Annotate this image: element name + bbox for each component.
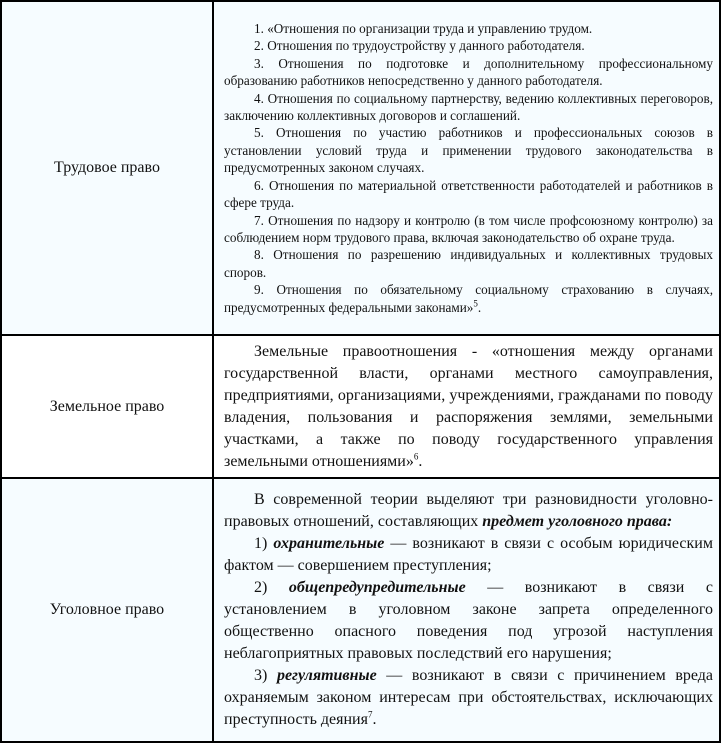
list-item: 3. Отношения по подготовке и дополнительному профессиональному образованию работников непосредственно у данного работодателя. <box>224 55 713 89</box>
punctuation: . <box>372 711 377 728</box>
footnote-marker: 6 <box>413 451 419 462</box>
list-item: 5. Отношения по участию работников и профессиональных союзов в установлении условий труда и применении трудового законодательства в предусмотренных законом случаях. <box>224 125 713 176</box>
item-description: — возникают в связи с установлением в уголовном законе запрета определенного общественно опасного поведения под угрозой наступления неблагоприятных правовых последствий его нарушения; <box>224 579 713 662</box>
definition-body: Земельные правоотношения - «отношения между органами государственной власти, органами местного самоуправления, предприятиями, организациями, учреждениями, гражданами по поводу владения, пользования и распоряжения землями, земельными участками, а также по поводу государственного управления земельными отношениями» <box>224 342 713 470</box>
list-item: 1. «Отношения по организации труда и управлению трудом. <box>254 21 593 37</box>
land-relations-definition <box>213 335 720 478</box>
list-item <box>224 533 713 577</box>
footnote-marker: 7 <box>367 709 373 720</box>
item-description: — возникают в связи с особым юридическим фактом — совершением преступления; <box>224 535 713 574</box>
item-term: охранительные <box>273 535 385 552</box>
item-description: — возникают в связи с причинением вреда охраняемым законом интересам при обстоятельствах, исключающих преступность деяния <box>224 667 714 728</box>
list-item: 8. Отношения по разрешению индивидуальных и коллективных трудовых споров. <box>224 247 713 280</box>
branch-name: Уголовное право <box>1 478 213 742</box>
list-item: 4. Отношения по социальному партнерству, ведению коллективных переговоров, заключению коллективных договоров и соглашений. <box>224 90 713 124</box>
branch-name: Трудовое право <box>1 1 213 335</box>
item-number: 1) <box>254 535 274 552</box>
item-number: 2) <box>254 579 289 596</box>
item-number: 3) <box>254 667 277 684</box>
punctuation: . <box>418 452 423 470</box>
intro-text: В современной теории выделяют три разновидности уголовно-правовых отношений, составляющих <box>224 491 713 530</box>
intro-paragraph <box>224 489 713 533</box>
definition-text <box>224 341 713 473</box>
list-item-text: 9. Отношения по обязательному социальному страхованию в случаях, предусмотренных федеральными законами» <box>224 282 713 315</box>
list-item: 6. Отношения по материальной ответственности работодателей и работников в сфере труда. <box>224 177 713 211</box>
branch-name: Земельное право <box>1 335 213 478</box>
table-row-criminal-law <box>1 478 720 742</box>
labor-relations-list <box>213 1 720 335</box>
table-row-labor-law <box>1 1 720 335</box>
list-item <box>224 665 713 731</box>
criminal-relations-description <box>213 478 720 742</box>
punctuation: . <box>477 299 482 315</box>
list-item: 7. Отношения по надзору и контролю (в том числе профсоюзному контролю) за соблюдением норм трудового права, включая законодательство об охране труда. <box>224 212 713 245</box>
list-item: 2. Отношения по трудоустройству у данного работодателя. <box>254 38 585 54</box>
item-term: общепредупредительные <box>288 579 466 596</box>
item-term: регулятивные <box>276 667 377 684</box>
footnote-marker: 5 <box>473 298 478 309</box>
intro-emphasis: предмет уголовного права: <box>482 513 673 530</box>
list-item <box>224 577 713 665</box>
table-row-land-law <box>1 335 720 478</box>
list-item <box>224 281 713 316</box>
